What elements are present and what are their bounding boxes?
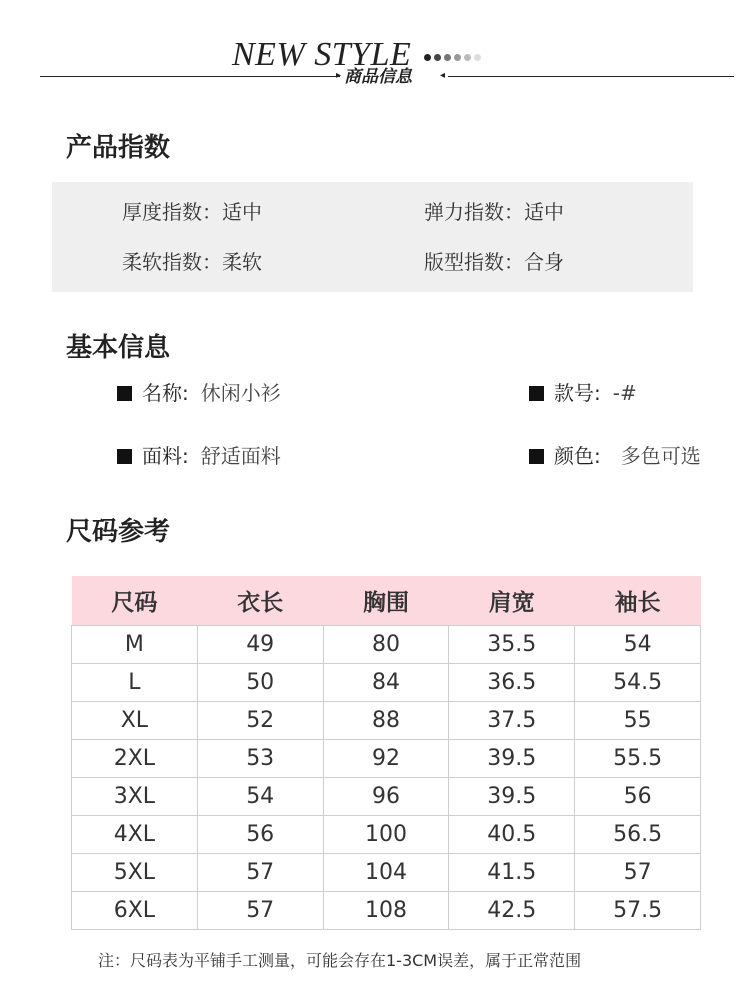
column-header: 衣长 — [197, 576, 323, 626]
square-bullet-icon — [117, 386, 132, 401]
header-title: NEW STYLE — [232, 36, 412, 73]
decorative-dots — [424, 54, 481, 61]
table-cell: 57 — [197, 854, 323, 892]
table-cell: 37.5 — [449, 702, 575, 740]
table-cell: 2XL — [72, 740, 198, 778]
table-cell: 40.5 — [449, 816, 575, 854]
table-cell: 84 — [323, 664, 449, 702]
table-cell: 56.5 — [575, 816, 701, 854]
index-value: 合身 — [524, 250, 564, 274]
arrow-left-icon: ◂ — [440, 70, 446, 81]
table-cell: 88 — [323, 702, 449, 740]
index-label: 版型指数 — [424, 250, 504, 274]
table-cell: 3XL — [72, 778, 198, 816]
column-header: 肩宽 — [449, 576, 575, 626]
table-row — [72, 854, 701, 892]
info-item — [529, 380, 637, 406]
dot-icon — [444, 54, 451, 61]
info-label: 款号: — [554, 381, 601, 405]
table-cell: 57 — [197, 892, 323, 930]
size-table-header-row — [72, 576, 701, 626]
index-label: 弹力指数 — [424, 200, 504, 224]
square-bullet-icon — [117, 449, 132, 464]
table-cell: 108 — [323, 892, 449, 930]
table-row — [72, 702, 701, 740]
index-value: 适中 — [524, 200, 564, 224]
info-label: 面料: — [142, 444, 189, 468]
table-cell: XL — [72, 702, 198, 740]
table-cell: 42.5 — [449, 892, 575, 930]
section-title-size: 尺码参考 — [66, 517, 171, 547]
index-label: 厚度指数 — [122, 200, 202, 224]
table-cell: 56 — [575, 778, 701, 816]
table-cell: 50 — [197, 664, 323, 702]
table-cell: 36.5 — [449, 664, 575, 702]
header-line-right — [448, 76, 734, 77]
section-title-indices: 产品指数 — [66, 133, 171, 163]
table-row — [72, 892, 701, 930]
table-cell: 52 — [197, 702, 323, 740]
table-cell: 96 — [323, 778, 449, 816]
table-cell: 49 — [197, 626, 323, 664]
arrow-right-icon: ▸ — [336, 70, 342, 81]
info-value: -# — [612, 381, 637, 405]
table-cell: 4XL — [72, 816, 198, 854]
info-value: 多色可选 — [620, 444, 701, 468]
dot-icon — [454, 54, 461, 61]
table-cell: L — [72, 664, 198, 702]
size-table — [71, 576, 701, 930]
dot-icon — [464, 54, 471, 61]
table-cell: 53 — [197, 740, 323, 778]
info-item — [117, 380, 281, 406]
table-cell: 41.5 — [449, 854, 575, 892]
info-item — [529, 443, 701, 469]
info-label: 颜色: — [554, 444, 601, 468]
dot-icon — [474, 54, 481, 61]
header-subtitle: 商品信息 — [344, 67, 412, 87]
info-label: 名称: — [142, 381, 189, 405]
column-header: 胸围 — [323, 576, 449, 626]
index-value: 柔软 — [222, 250, 262, 274]
table-cell: 35.5 — [449, 626, 575, 664]
info-value: 舒适面料 — [200, 444, 281, 468]
section-title-basic: 基本信息 — [66, 333, 171, 363]
index-item — [424, 199, 564, 225]
header-line-left — [40, 76, 340, 77]
table-cell: 5XL — [72, 854, 198, 892]
table-row — [72, 816, 701, 854]
table-cell: M — [72, 626, 198, 664]
table-cell: 57.5 — [575, 892, 701, 930]
table-cell: 104 — [323, 854, 449, 892]
index-label: 柔软指数 — [122, 250, 202, 274]
info-item — [117, 443, 281, 469]
table-cell: 100 — [323, 816, 449, 854]
index-value: 适中 — [222, 200, 262, 224]
index-colon: ： — [504, 250, 524, 274]
table-cell: 54 — [197, 778, 323, 816]
dot-icon — [424, 54, 431, 61]
info-value: 休闲小衫 — [200, 381, 281, 405]
index-colon: ： — [504, 200, 524, 224]
index-item — [122, 199, 262, 225]
square-bullet-icon — [529, 386, 544, 401]
table-cell: 55.5 — [575, 740, 701, 778]
square-bullet-icon — [529, 449, 544, 464]
index-colon: ： — [202, 200, 222, 224]
table-cell: 54 — [575, 626, 701, 664]
column-header: 袖长 — [575, 576, 701, 626]
table-row — [72, 664, 701, 702]
table-cell: 57 — [575, 854, 701, 892]
index-item — [424, 249, 564, 275]
table-cell: 54.5 — [575, 664, 701, 702]
table-row — [72, 778, 701, 816]
table-cell: 56 — [197, 816, 323, 854]
table-cell: 39.5 — [449, 740, 575, 778]
index-colon: ： — [202, 250, 222, 274]
table-row — [72, 740, 701, 778]
table-cell: 55 — [575, 702, 701, 740]
column-header: 尺码 — [72, 576, 198, 626]
dot-icon — [434, 54, 441, 61]
measurement-note: 注：尺码表为平铺手工测量，可能会存在1-3CM误差，属于正常范围 — [98, 951, 582, 970]
index-item — [122, 249, 262, 275]
table-cell: 6XL — [72, 892, 198, 930]
table-row — [72, 626, 701, 664]
table-cell: 39.5 — [449, 778, 575, 816]
table-cell: 92 — [323, 740, 449, 778]
table-cell: 80 — [323, 626, 449, 664]
